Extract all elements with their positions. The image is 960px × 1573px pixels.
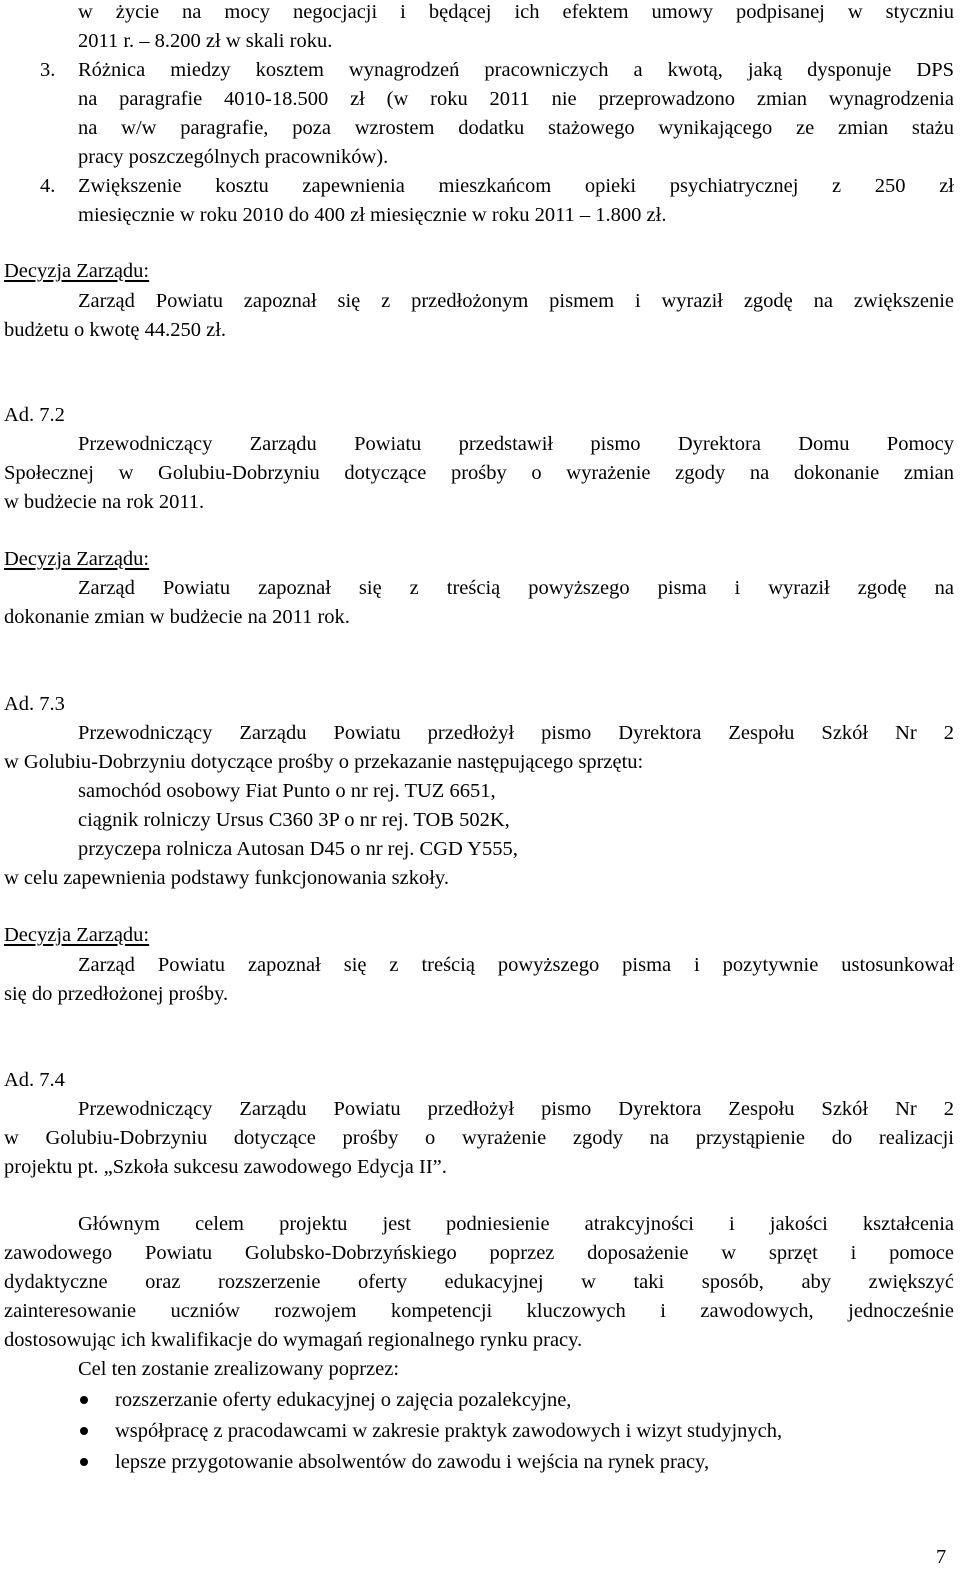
project-goal-line-1: Głównym celem projektu jest podniesienie atrakcyjności i jakości kształcenia bbox=[78, 1213, 954, 1235]
ad-7-3-line-2: w Golubiu-Dobrzyniu dotyczące prośby o przekazanie następującego sprzętu: bbox=[4, 751, 644, 773]
bullet-text: lepsze przygotowanie absolwentów do zawodu i wejścia na rynek pracy, bbox=[115, 1451, 710, 1473]
project-goal-line-5: dostosowując ich kwalifikacje do wymagań regionalnego rynku pracy. bbox=[4, 1329, 583, 1351]
goal-intro: Cel ten zostanie zrealizowany poprzez: bbox=[78, 1358, 400, 1380]
ad-7-3-decision-line-1: Zarząd Powiatu zapoznał się z treścią powyższego pisma i pozytywnie ustosunkował bbox=[78, 954, 954, 976]
list-item-3-line-3: na w/w paragrafie, poza wzrostem dodatku stażowego wynikającego ze zmian stażu bbox=[78, 117, 954, 139]
bullet-text: współpracę z pracodawcami w zakresie praktyk zawodowych i wizyt studyjnych, bbox=[115, 1420, 783, 1442]
section-heading-ad-7-3: Ad. 7.3 bbox=[4, 693, 65, 715]
equipment-item-1: samochód osobowy Fiat Punto o nr rej. TUZ 6651, bbox=[78, 780, 496, 802]
decision-label: Decyzja Zarządu: bbox=[4, 548, 150, 570]
list-item-4-line-2: miesięcznie w roku 2010 do 400 zł miesięcznie w roku 2011 – 1.800 zł. bbox=[78, 204, 667, 226]
project-goal-line-3: dydaktyczne oraz rozszerzenie oferty edukacyjnej w taki sposób, aby zwiększyć bbox=[4, 1271, 954, 1293]
list-item-3-number: 3. bbox=[40, 59, 56, 81]
decision-label: Decyzja Zarządu: bbox=[4, 260, 150, 282]
bullet-icon bbox=[80, 1458, 88, 1466]
project-goal-line-2: zawodowego Powiatu Golubsko-Dobrzyńskiego poprzez doposażenie w sprzęt i pomoce bbox=[4, 1242, 954, 1264]
project-goal-line-4: zainteresowanie uczniów rozwojem kompetencji kluczowych i zawodowych, jednocześnie bbox=[4, 1300, 954, 1322]
section-heading-ad-7-2: Ad. 7.2 bbox=[4, 404, 65, 426]
equipment-item-3: przyczepa rolnicza Autosan D45 o nr rej. CGD Y555, bbox=[78, 838, 518, 860]
list-item-4-line-1: Zwiększenie kosztu zapewnienia mieszkańcom opieki psychiatrycznej z 250 zł bbox=[78, 175, 954, 197]
ad-7-3-line-3: w celu zapewnienia podstawy funkcjonowania szkoły. bbox=[4, 867, 449, 889]
ad-7-4-line-1: Przewodniczący Zarządu Powiatu przedłożył pismo Dyrektora Zespołu Szkół Nr 2 bbox=[78, 1098, 954, 1120]
ad-7-3-decision-line-2: się do przedłożonej prośby. bbox=[4, 983, 229, 1005]
list-continuation-line-2: 2011 r. – 8.200 zł w skali roku. bbox=[78, 30, 333, 52]
ad-7-2-line-1: Przewodniczący Zarządu Powiatu przedstawił pismo Dyrektora Domu Pomocy bbox=[78, 433, 954, 455]
ad-7-2-line-2: Społecznej w Golubiu-Dobrzyniu dotyczące prośby o wyrażenie zgody na dokonanie zmian bbox=[4, 462, 954, 484]
ad-7-2-decision-line-2: dokonanie zmian w budżecie na 2011 rok. bbox=[4, 606, 350, 628]
list-item-3-line-4: pracy poszczególnych pracowników). bbox=[78, 146, 389, 168]
list-continuation-line-1: w życie na mocy negocjacji i będącej ich efektem umowy podpisanej w styczniu bbox=[78, 1, 954, 23]
ad-7-3-line-1: Przewodniczący Zarządu Powiatu przedłożył pismo Dyrektora Zespołu Szkół Nr 2 bbox=[78, 722, 954, 744]
page-number: 7 bbox=[936, 1546, 947, 1568]
bullet-icon bbox=[80, 1427, 88, 1435]
bullet-text: rozszerzanie oferty edukacyjnej o zajęcia pozalekcyjne, bbox=[115, 1389, 572, 1411]
equipment-item-2: ciągnik rolniczy Ursus C360 3P o nr rej. TOB 502K, bbox=[78, 809, 510, 831]
list-item-3-line-1: Różnica miedzy kosztem wynagrodzeń pracowniczych a kwotą, jaką dysponuje DPS bbox=[78, 59, 954, 81]
bullet-icon bbox=[80, 1396, 88, 1404]
ad-7-2-decision-line-1: Zarząd Powiatu zapoznał się z treścią powyższego pisma i wyraził zgodę na bbox=[78, 577, 954, 599]
decision-label: Decyzja Zarządu: bbox=[4, 924, 150, 946]
list-item-4-number: 4. bbox=[40, 175, 56, 197]
ad-7-4-line-2: w Golubiu-Dobrzyniu dotyczące prośby o wyrażenie zgody na przystąpienie do realizacji bbox=[4, 1127, 954, 1149]
decision-text-line-2: budżetu o kwotę 44.250 zł. bbox=[4, 319, 227, 341]
ad-7-2-line-3: w budżecie na rok 2011. bbox=[4, 491, 205, 513]
ad-7-4-line-3: projektu pt. „Szkoła sukcesu zawodowego Edycja II”. bbox=[4, 1156, 447, 1178]
list-item-3-line-2: na paragrafie 4010-18.500 zł (w roku 2011 nie przeprowadzono zmian wynagrodzenia bbox=[78, 88, 954, 110]
decision-text-line-1: Zarząd Powiatu zapoznał się z przedłożonym pismem i wyraził zgodę na zwiększenie bbox=[78, 290, 954, 312]
section-heading-ad-7-4: Ad. 7.4 bbox=[4, 1069, 65, 1091]
